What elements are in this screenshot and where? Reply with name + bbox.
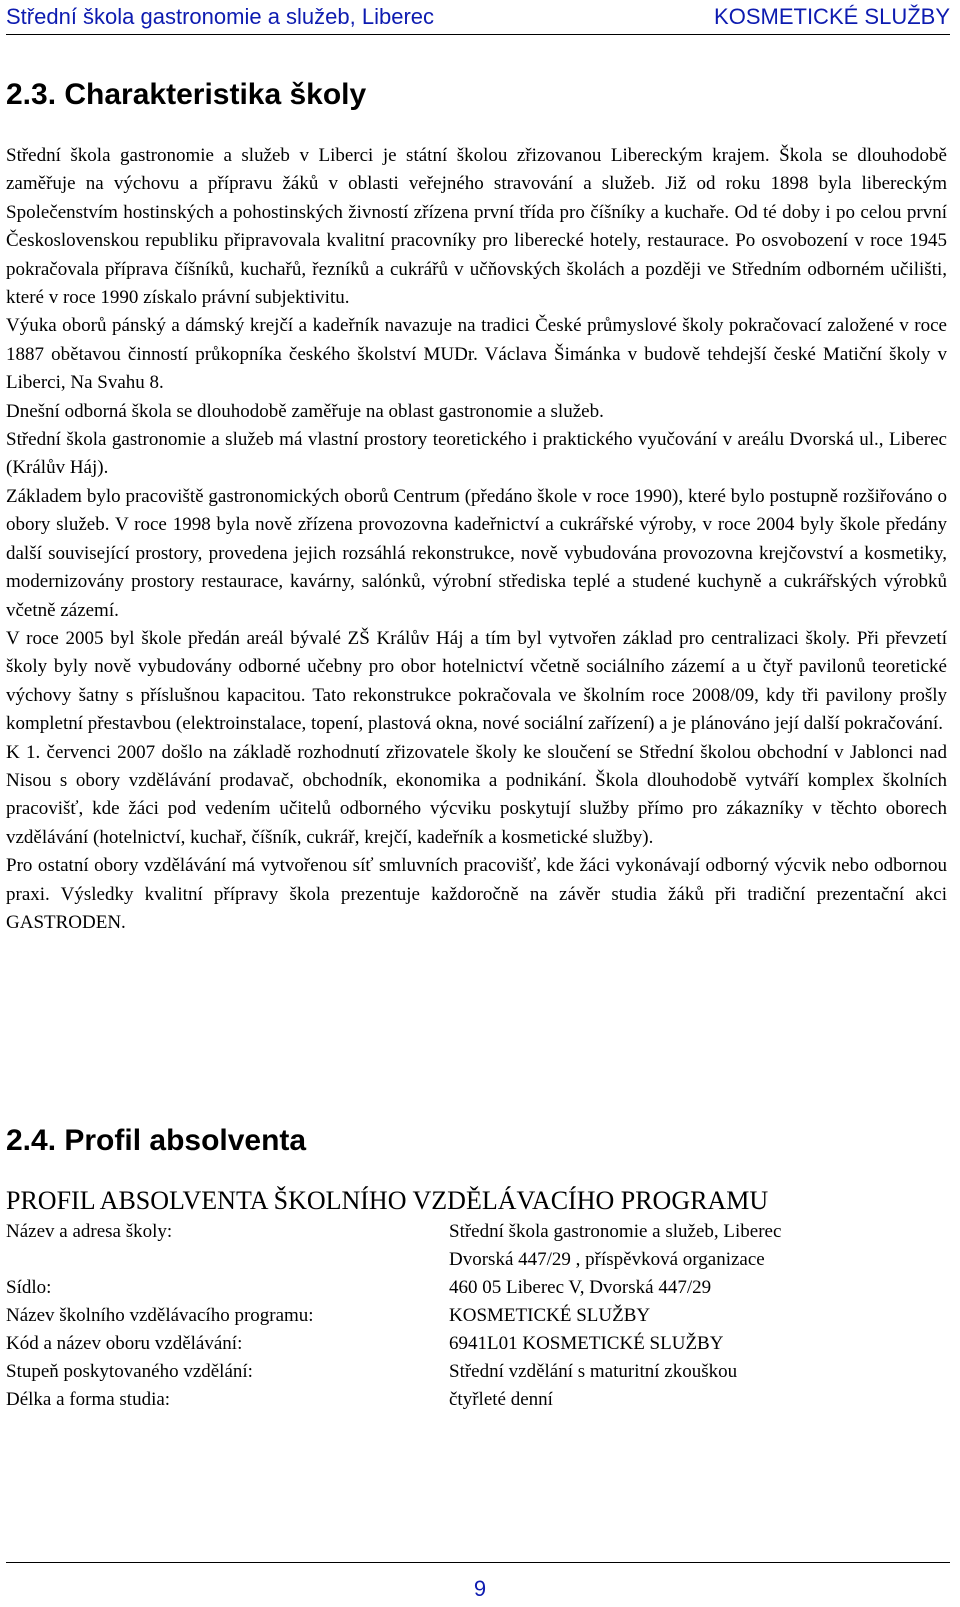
paragraph: Výuka oborů pánský a dámský krejčí a kadeřník navazuje na tradici České průmyslové školy pokračovací založené v roce 1887 obětavou činností průkopníka českého školství MUDr. Václava Šimánka v budově tehdejší české Matiční školy v Liberci, Na Svahu 8. [6, 315, 947, 394]
paragraph: Pro ostatní obory vzdělávání má vytvořenou síť smluvních pracovišť, kde žáci vykonávají odborný výcvik nebo odbornou praxi. Výsledky kvalitní přípravy škola prezentuje každoročně na závěr studia žáků při tradiční prezentační akci GASTRODEN. [6, 855, 947, 933]
paragraph: K 1. červenci 2007 došlo na základě rozhodnutí zřizovatele školy ke sloučení se Střední školou obchodní v Jablonci nad Nisou s obory vzdělávání prodavač, obchodník, ekonomika a podnikání. Škola dlouhodobě vytváří komplex školních pracovišť, kde žáci pod vedením učitelů odborného výcviku poskytují služby přímo pro zákazníky v těchto oborech vzdělávání (hotelnictví, kuchař, číšník, cukrář, krejčí, kadeřník a kosmetické služby). [6, 741, 947, 848]
profile-value: čtyřleté denní [449, 1389, 553, 1410]
footer-divider [6, 1562, 950, 1563]
profile-value [449, 1218, 781, 1274]
profile-label: Kód a název oboru vzdělávání: [6, 1333, 243, 1354]
profile-label: Sídlo: [6, 1277, 52, 1298]
profile-row [6, 1330, 946, 1358]
profile-table [6, 1218, 946, 1414]
characteristics-body [6, 142, 947, 937]
header-school-name: Střední škola gastronomie a služeb, Liberec [6, 4, 435, 29]
profile-label: Délka a forma studia: [6, 1389, 171, 1410]
section-heading-graduate-profile: 2.4. Profil absolventa [6, 1124, 307, 1157]
paragraph: Základem bylo pracoviště gastronomických oborů Centrum (předáno škole v roce 1990), které bylo postupně rozšiřováno o obory služeb. V roce 1998 byla nově zřízena provozovna kadeřnictví a cukrářské výroby, v roce 2004 byly škole předány další související prostory, provedena jejich rozsáhlá rekonstrukce, nově vybudována provozovna krejčovství a kosmetiky, modernizovány prostory restaurace, kavárny, salónků, výrobní střediska teplé a studené kuchyně a cukrářských výrobků včetně zázemí. [6, 485, 947, 621]
header-program-name: KOSMETICKÉ SLUŽBY [714, 4, 950, 29]
profile-value-line: Střední škola gastronomie a služeb, Liberec [449, 1221, 782, 1242]
profile-value: Střední vzdělání s maturitní zkouškou [449, 1361, 738, 1382]
paragraph: V roce 2005 byl škole předán areál bývalé ZŠ Králův Háj a tím byl vytvořen základ pro centralizaci školy. Při převzetí školy byly nově vybudovány odborné učebny pro obor hotelnictví včetně sociálního zázemí a u čtyř pavilonů teoretické výchovy šatny s příslušnou kapacitou. Tato rekonstrukce pokračovala ve školním roce 2008/09, kdy tři pavilony prošly kompletní přestavbou (elektroinstalace, topení, plastová okna, nové sociální zařízení) a je plánováno její další pokračování. [6, 627, 947, 735]
page-header [6, 0, 950, 35]
profile-row [6, 1274, 946, 1302]
profile-label: Název školního vzdělávacího programu: [6, 1305, 314, 1326]
profile-row [6, 1302, 946, 1330]
profile-row [6, 1386, 946, 1414]
paragraph: Střední škola gastronomie a služeb v Liberci je státní školou zřizovanou Libereckým krajem. Škola se dlouhodobě zaměřuje na výchovu a přípravu žáků v oblasti veřejného stravování a služeb. Již od roku 1898 byla libereckým Společenstvím hostinských a pohostinských živností zřízena první třída pro číšníky a kuchaře. Od té doby i po celou první Československou republiku připravovala kvalitní pracovníky pro liberecké hotely, restaurace. Po osvobození v roce 1945 pokračovala příprava číšníků, kuchařů, řezníků a cukrářů v učňovských školách a později ve Středním odborném učilišti, které v roce 1990 získalo právní subjektivitu. [6, 145, 947, 309]
paragraph: Střední škola gastronomie a služeb má vlastní prostory teoretického i praktického vyučování v areálu Dvorská ul., Liberec (Králův Háj). [6, 429, 947, 479]
profile-label: Název a adresa školy: [6, 1221, 173, 1242]
profile-row [6, 1358, 946, 1386]
profile-value-line: Dvorská 447/29 , příspěvková organizace [449, 1249, 765, 1270]
section-heading-characteristics: 2.3. Charakteristika školy [6, 78, 367, 111]
profile-value: KOSMETICKÉ SLUŽBY [449, 1305, 651, 1326]
page-number: 9 [473, 1576, 487, 1601]
profile-title: PROFIL ABSOLVENTA ŠKOLNÍHO VZDĚLÁVACÍHO PROGRAMU [6, 1186, 769, 1215]
profile-row [6, 1218, 946, 1274]
profile-label: Stupeň poskytovaného vzdělání: [6, 1361, 253, 1382]
profile-value: 460 05 Liberec V, Dvorská 447/29 [449, 1277, 712, 1298]
paragraph: Dnešní odborná škola se dlouhodobě zaměřuje na oblast gastronomie a služeb. [6, 400, 604, 422]
profile-value: 6941L01 KOSMETICKÉ SLUŽBY [449, 1333, 724, 1354]
